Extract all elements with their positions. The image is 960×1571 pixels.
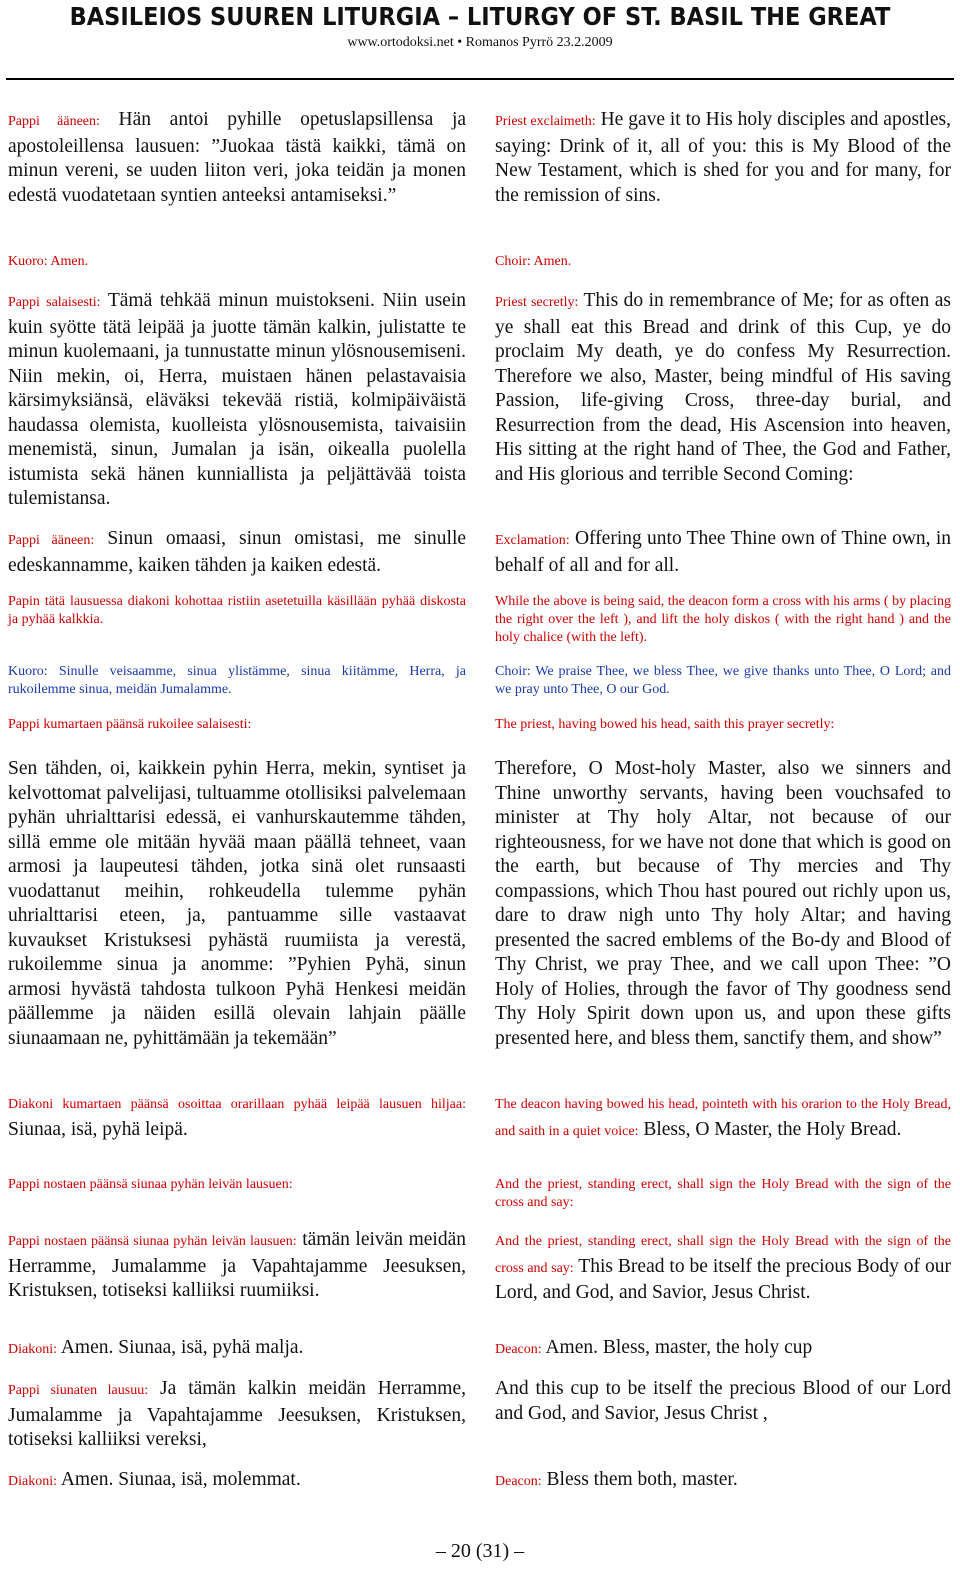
paragraph: Diakoni: Amen. Siunaa, isä, pyhä malja.: [8, 1337, 304, 1358]
paragraph: Pappi ääneen: Hän antoi pyhille opetuslapsillensa ja apostoleillensa lausuen: ”Juokaa tästä kaikki, tämä on minun vereni, se uuden liiton veri, joka teidän ja monen edestä vuodatetaan syntien anteeksi antamiseksi.”: [8, 109, 467, 206]
page-number: – 20 (31) –: [435, 1540, 525, 1562]
paragraph: And this cup to be itself the precious Blood of our Lord and God, and Savior, Jesus Christ ,: [495, 1378, 951, 1424]
rubric: The priest, having bowed his head, saith this prayer secretly:: [495, 717, 835, 732]
rubric: Pappi nostaen päänsä siunaa pyhän leivän lausuen:: [8, 1177, 293, 1192]
rubric: Pappi kumartaen päänsä rukoilee salaisesti:: [8, 717, 252, 732]
paragraph: Pappi ääneen: Sinun omaasi, sinun omistasi, me sinulle edeskannamme, kaiken tähden ja kaiken edestä.: [8, 528, 467, 576]
choir-response: Choir: We praise Thee, we bless Thee, we give thanks unto Thee, O Lord; and we pray unto Thee, O our God.: [495, 664, 951, 697]
paragraph: Diakoni kumartaen päänsä osoittaa orarillaan pyhää leipää lausuen hiljaa: Siunaa, isä, pyhä leipä.: [8, 1097, 466, 1140]
choir-response: Kuoro: Sinulle veisaamme, sinua ylistämme, sinua kiitämme, Herra, ja rukoilemme sinua, meidän Jumalamme.: [8, 664, 466, 697]
paragraph: The deacon having bowed his head, pointeth with his orarion to the Holy Bread, and saith in a quiet voice: Bless, O Master, the Holy Bread.: [495, 1097, 951, 1140]
document-subtitle: www.ortodoksi.net • Romanos Pyrrö 23.2.2009: [347, 35, 613, 50]
paragraph: Pappi nostaen päänsä siunaa pyhän leivän lausuen: tämän leivän meidän Herramme, Jumalamme ja Vapahtajamme Jeesuksen, Kristuksen, totiseksi kalliiksi ruumiiksi.: [8, 1229, 467, 1301]
document-title: BASILEIOS SUUREN LITURGIA – LITURGY OF ST. BASIL THE GREAT: [69, 2, 891, 31]
paragraph: Priest exclaimeth: He gave it to His holy disciples and apostles, saying: Drink of it, all of you: this is My Blood of the New Testament, which is shed for you and for many, for the remission of sins.: [495, 109, 952, 206]
page-header: [0, 0, 960, 52]
paragraph: Priest secretly: This do in remembrance of Me; for as often as ye shall eat this Bread and drink of this Cup, ye do proclaim My death, ye do confess My Resurrection. Therefore we also, Master, being mindful of His saving Passion, life-giving Cross, three-day burial, and Resurrection from the dead, His Ascension into heaven, His sitting at the right hand of Thee, the God and Father, and His glorious and terrible Second Coming:: [495, 290, 951, 485]
paragraph: Kuoro: Amen.: [8, 254, 89, 269]
paragraph: Pappi salaisesti: Tämä tehkää minun muistokseni. Niin usein kuin syötte tätä leipää ja juotte tämän kalkin, julistatte te minun kuolemaani, ja tunnustatte minun ylösnousemiseni. Niin mekin, oi, Herra, muistaen hänen pelastavaisia kärsimyksiänsä, eläväksi tekevää ristiä, kolmipäiväistä haudassa olemista, kuolleista ylösnousemista, taivaisiin menemistä, sinun, Jumalan ja isän, oikealla puolella istumista sekä hänen kunniallista ja peljättävää toista tulemistansa.: [8, 290, 466, 509]
paragraph: Deacon: Amen. Bless, master, the holy cup: [495, 1337, 813, 1358]
paragraph: And the priest, standing erect, shall sign the Holy Bread with the sign of the cross and say: This Bread to be itself the precious Body of our Lord, and God, and Savior, Jesus Christ.: [495, 1234, 951, 1303]
rubric: While the above is being said, the deacon form a cross with his arms ( by placing the right over the left ), and lift the holy diskos ( with the right hand ) and the holy chalice (with the left).: [495, 594, 951, 645]
prayer-text: Therefore, O Most-holy Master, also we sinners and Thine unworthy servants, having been vouchsafed to minister at Thy holy Altar, not because of our righteousness, for we have not done that which is good on the earth, but because of Thy mercies and Thy compassions, which Thou hast poured out richly upon us, dare to draw nigh unto Thy holy Altar; and having presented the sacred emblems of the Bo-dy and Blood of Thy Christ, we pray Thee, and we call upon Thee: ”O Holy of Holies, through the favor of Thy goodness send Thy Holy Spirit down upon us, and upon these gifts presented here, and bless them, sanctify them, and show”: [495, 758, 951, 1049]
paragraph: Exclamation: Offering unto Thee Thine own of Thine own, in behalf of all and for all.: [495, 528, 952, 576]
paragraph: Diakoni: Amen. Siunaa, isä, molemmat.: [8, 1469, 301, 1490]
rubric: Papin tätä lausuessa diakoni kohottaa ristiin asetetuilla käsillään pyhää diskosta ja pyhää kalkkia.: [8, 594, 466, 627]
rubric: And the priest, standing erect, shall sign the Holy Bread with the sign of the cross and say:: [495, 1177, 951, 1210]
paragraph: Deacon: Bless them both, master.: [495, 1469, 738, 1490]
prayer-text: Sen tähden, oi, kaikkein pyhin Herra, mekin, syntiset ja kelvottomat palvelijasi, tultuamme otollisiksi palvelemaan pyhän uhrialttarisi edessä, ei vanhurskautemme tähden, sillä emme ole mitään hyvää maan päällä tehneet, vaan armosi ja laupeutesi tähden, jotka sinä olet runsaasti vuodattanut meihin, rohkeudella tulemme pyhän uhrialttarisi eteen, ja, pantuamme sille vastaavat kuvaukset Kristuksesi pyhästä ruumiista ja verestä, rukoilemme sinua ja anomme: ”Pyhien Pyhä, sinun armosi hyvästä tahdosta tulkoon Pyhä Henkesi meidän päällemme ja näiden esillä olevain lahjain päälle siunaamaan ne, pyhittämään ja tekemään”: [8, 758, 466, 1049]
header-divider: [6, 78, 954, 80]
paragraph: Choir: Amen.: [495, 254, 572, 269]
paragraph: Pappi siunaten lausuu: Ja tämän kalkin meidän Herramme, Jumalamme ja Vapahtajamme Jeesuksen, Kristuksen, totiseksi kalliiksi vereksi,: [8, 1378, 466, 1450]
